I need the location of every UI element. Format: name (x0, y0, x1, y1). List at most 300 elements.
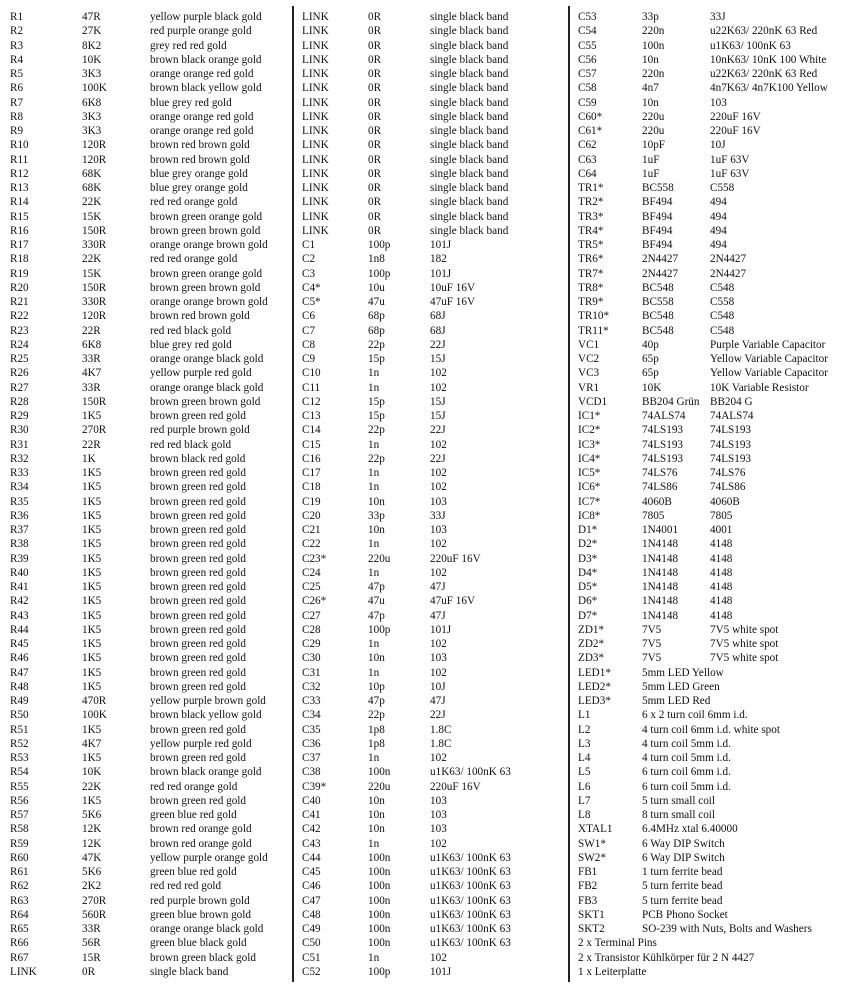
part-val: 4 turn coil 5mm i.d. (642, 737, 731, 750)
part-val: 15p (368, 353, 385, 365)
part-desc: orange orange brown gold (150, 239, 268, 251)
part-desc: brown red brown gold (150, 139, 250, 152)
part-ref: C64 (578, 167, 597, 180)
part-ref: R58 (10, 823, 29, 836)
part-desc: brown green brown gold (150, 395, 261, 408)
part-ref: C8 (302, 338, 316, 351)
part-val: 1K5 (82, 680, 102, 693)
part-desc: 102 (430, 467, 447, 479)
part-val: 10K (642, 381, 662, 394)
part-row (572, 594, 861, 608)
part-val: 1K5 (82, 467, 102, 479)
part-desc: 10nK63/ 10nK 100 White (710, 53, 827, 66)
part-desc: brown green red gold (150, 666, 246, 679)
part-val: 8 turn small coil (642, 809, 716, 821)
part-ref: IC3* (578, 438, 601, 451)
part-val: 10n (368, 794, 385, 807)
part-ref: L1 (578, 709, 591, 722)
part-desc: Purple Variable Capacitor (710, 338, 826, 351)
part-val: 0R (368, 182, 382, 194)
part-desc: 15J (430, 353, 446, 365)
part-desc: orange orange red gold (150, 68, 254, 80)
part-ref: R24 (10, 338, 29, 351)
part-row (0, 267, 290, 281)
part-desc: 7V5 white spot (710, 652, 779, 665)
part-row (0, 737, 290, 751)
part-row (0, 381, 290, 395)
part-desc: 47J (430, 609, 446, 622)
part-ref: C28 (302, 623, 321, 636)
part-row (572, 309, 861, 323)
part-val: 10n (642, 96, 659, 109)
part-row (296, 438, 566, 452)
part-ref: R39 (10, 552, 29, 565)
part-row (572, 552, 861, 566)
part-val: 10p (368, 680, 385, 693)
part-ref: C23* (302, 552, 327, 565)
part-desc: u22K63/ 220nK 63 Red (710, 25, 818, 38)
part-ref: C12 (302, 395, 321, 408)
part-ref: R49 (10, 695, 29, 707)
part-row (296, 181, 566, 195)
part-ref: C44 (302, 851, 321, 864)
part-row (572, 352, 861, 366)
part-ref: C39* (302, 780, 327, 793)
part-ref: R15 (10, 210, 29, 223)
part-row (296, 822, 566, 836)
part-ref: R37 (10, 524, 29, 536)
part-val: 1K5 (82, 481, 102, 494)
part-row (0, 39, 290, 53)
part-val: 47R (82, 11, 101, 23)
part-desc: 102 (430, 381, 447, 394)
part-val: 15R (82, 951, 101, 964)
part-val: 1n (368, 752, 380, 764)
part-desc: Yellow Variable Capacitor (710, 353, 828, 365)
part-row (296, 566, 566, 580)
part-row (296, 24, 566, 38)
part-ref: TR9* (578, 296, 604, 308)
part-row (296, 808, 566, 822)
part-val: 220u (642, 110, 665, 123)
part-desc: 103 (430, 652, 447, 665)
part-ref: R6 (10, 82, 24, 95)
part-row (0, 566, 290, 580)
part-val: 0R (82, 965, 96, 978)
part-row (0, 409, 290, 423)
part-desc: brown green red gold (150, 566, 246, 579)
part-ref: LINK (302, 11, 329, 23)
part-row (296, 894, 566, 908)
part-ref: C59 (578, 96, 597, 109)
part-ref: R60 (10, 851, 29, 864)
part-val: 3K3 (82, 68, 102, 80)
part-val: 5K6 (82, 809, 102, 821)
part-val: 15p (368, 395, 385, 408)
part-ref: C15 (302, 438, 321, 451)
part-desc: brown black orange gold (150, 766, 262, 779)
part-val: 47p (368, 581, 385, 593)
part-row (296, 480, 566, 494)
part-row (572, 381, 861, 395)
part-row (0, 181, 290, 195)
part-desc: brown green red gold (150, 752, 246, 764)
part-row (296, 138, 566, 152)
part-desc: 4148 (710, 566, 733, 579)
part-row (572, 765, 861, 779)
part-desc: brown green red gold (150, 552, 246, 565)
part-row (572, 10, 861, 24)
part-ref: R16 (10, 224, 29, 237)
part-row (572, 894, 861, 908)
part-desc: 4148 (710, 552, 733, 565)
part-desc: 2N4427 (710, 267, 747, 280)
part-ref: R62 (10, 880, 29, 893)
part-val: 2K2 (82, 880, 102, 893)
part-val: 100n (642, 39, 665, 52)
part-desc: 7V5 white spot (710, 623, 779, 636)
part-ref: R4 (10, 53, 24, 66)
part-val: BF494 (642, 239, 673, 251)
part-row (0, 594, 290, 608)
part-row (572, 195, 861, 209)
part-desc: 4001 (710, 524, 733, 536)
part-row (572, 153, 861, 167)
part-desc: green blue brown gold (150, 908, 251, 921)
part-row (572, 210, 861, 224)
part-desc: 4060B (710, 495, 740, 508)
part-val: 47p (368, 609, 385, 622)
part-row (0, 552, 290, 566)
part-row (296, 10, 566, 24)
part-ref: C50 (302, 937, 321, 950)
part-row (296, 623, 566, 637)
part-desc: brown black yellow gold (150, 82, 262, 95)
part-val: 10n (368, 652, 385, 665)
part-row (296, 366, 566, 380)
part-row (296, 39, 566, 53)
part-row (0, 922, 290, 936)
part-desc: u1K63/ 100nK 63 (430, 766, 511, 779)
part-ref: C18 (302, 481, 321, 494)
part-desc: 1uF 63V (710, 153, 750, 166)
part-desc: single black band (430, 139, 509, 152)
part-desc: 4148 (710, 581, 733, 593)
part-val: 270R (82, 894, 107, 907)
part-row (296, 466, 566, 480)
part-row (0, 295, 290, 309)
part-val: 10n (368, 524, 385, 536)
part-desc: 494 (710, 239, 727, 251)
part-row (0, 723, 290, 737)
part-desc: 4148 (710, 609, 733, 622)
part-desc: u1K63/ 100nK 63 (430, 866, 511, 878)
part-desc: u1K63/ 100nK 63 (430, 851, 511, 864)
part-row (0, 537, 290, 551)
part-ref: LINK (302, 82, 329, 95)
part-desc: brown green red gold (150, 581, 246, 593)
part-row (0, 851, 290, 865)
part-ref: R46 (10, 652, 29, 665)
part-ref: LINK (302, 125, 329, 137)
part-desc: 102 (430, 638, 447, 650)
part-val: BC558 (642, 182, 674, 194)
part-val: 560R (82, 908, 107, 921)
part-desc: 102 (430, 538, 447, 551)
part-row (0, 338, 290, 352)
part-row (296, 495, 566, 509)
part-desc: yellow purple red gold (150, 367, 252, 380)
part-desc: single black band (430, 53, 509, 66)
part-desc: 7V5 white spot (710, 638, 779, 650)
part-val: 4060B (642, 495, 672, 508)
part-ref: R27 (10, 381, 29, 394)
part-row (572, 751, 861, 765)
part-row (0, 281, 290, 295)
part-val: 1n (368, 638, 380, 650)
part-ref: TR8* (578, 281, 604, 294)
part-val: 1K5 (82, 723, 102, 736)
part-desc: 22J (430, 452, 446, 465)
part-row (0, 324, 290, 338)
part-val: 100n (368, 908, 391, 921)
part-row (296, 837, 566, 851)
part-val: 150R (82, 281, 107, 294)
part-val: 100n (368, 880, 391, 893)
part-val: 10n (368, 823, 385, 836)
part-val: 1uF (642, 153, 660, 166)
part-val: 0R (368, 224, 382, 237)
part-row (572, 438, 861, 452)
part-val: 150R (82, 395, 107, 408)
part-row (296, 708, 566, 722)
part-val: 1K5 (82, 623, 102, 636)
part-row (0, 96, 290, 110)
part-val: 0R (368, 68, 382, 80)
part-desc: C558 (710, 182, 735, 194)
part-ref: LED1* (578, 666, 611, 679)
part-ref: C33 (302, 695, 321, 707)
part-val: 1K5 (82, 752, 102, 764)
part-row (0, 124, 290, 138)
part-ref: R1 (10, 11, 24, 23)
part-desc: 494 (710, 210, 727, 223)
part-ref: TR6* (578, 253, 604, 266)
part-ref: LINK (302, 167, 329, 180)
part-val: 6.4MHz xtal 6.40000 (642, 823, 738, 836)
part-row (0, 651, 290, 665)
part-val: 33R (82, 381, 101, 394)
part-val: 22p (368, 424, 385, 437)
part-val: 7805 (642, 509, 665, 522)
part-val: 1K5 (82, 794, 102, 807)
part-row (572, 723, 861, 737)
part-val: 1N4001 (642, 524, 679, 536)
part-row (572, 680, 861, 694)
parts-column-3 (572, 10, 861, 979)
part-desc: C548 (710, 281, 735, 294)
part-val: 0R (368, 39, 382, 52)
part-ref: C31 (302, 666, 321, 679)
part-ref: LINK (302, 25, 329, 38)
part-desc: 102 (430, 951, 447, 964)
part-desc: 47uF 16V (430, 595, 476, 608)
part-ref: LINK (302, 53, 329, 66)
part-val: 120R (82, 310, 107, 323)
part-ref: R20 (10, 281, 29, 294)
part-row (572, 879, 861, 893)
part-row (572, 936, 861, 950)
part-desc: brown black red gold (150, 452, 246, 465)
part-val: 7V5 (642, 638, 662, 650)
part-row (572, 965, 861, 979)
part-row (296, 210, 566, 224)
part-val: 1n (368, 438, 380, 451)
part-desc: 103 (430, 823, 447, 836)
part-row (296, 352, 566, 366)
part-ref: R33 (10, 467, 29, 479)
part-val: 27K (82, 25, 102, 38)
part-ref: C61* (578, 125, 603, 137)
part-desc: 74LS86 (710, 481, 746, 494)
part-row (0, 708, 290, 722)
part-desc: single black band (430, 167, 509, 180)
part-ref: C51 (302, 951, 321, 964)
part-row (296, 81, 566, 95)
part-ref: SW2* (578, 851, 606, 864)
part-row (0, 352, 290, 366)
part-row (572, 338, 861, 352)
parts-column-1 (0, 10, 290, 979)
part-desc: 102 (430, 752, 447, 764)
part-ref: R12 (10, 167, 29, 180)
part-desc: 74LS193 (710, 438, 752, 451)
part-row (296, 338, 566, 352)
part-row (296, 523, 566, 537)
part-row (296, 53, 566, 67)
part-ref: IC2* (578, 424, 601, 437)
part-ref: C25 (302, 581, 321, 593)
part-ref: L2 (578, 723, 591, 736)
part-ref: LINK (302, 96, 329, 109)
part-ref: D4* (578, 566, 598, 579)
part-ref: D7* (578, 609, 598, 622)
part-ref: C57 (578, 68, 597, 80)
part-val: 47p (368, 695, 385, 707)
part-val: 1K5 (82, 595, 102, 608)
part-desc: orange orange red gold (150, 110, 254, 123)
part-ref: R61 (10, 866, 29, 878)
part-val: 10K (82, 766, 102, 779)
part-ref: TR3* (578, 210, 604, 223)
part-val: 1n (368, 566, 380, 579)
part-row (572, 224, 861, 238)
part-val: 47K (82, 851, 102, 864)
part-ref: C24 (302, 566, 321, 579)
part-val: 1K5 (82, 524, 102, 536)
part-row (0, 765, 290, 779)
part-val: 0R (368, 196, 382, 209)
part-row (572, 238, 861, 252)
part-val: 0R (368, 96, 382, 109)
part-ref: C36 (302, 737, 321, 750)
part-row (572, 637, 861, 651)
part-val: 5K6 (82, 866, 102, 878)
part-val: 1p8 (368, 737, 385, 750)
part-row (296, 124, 566, 138)
part-ref: R50 (10, 709, 29, 722)
part-row (296, 594, 566, 608)
part-val: 1 turn ferrite bead (642, 866, 723, 878)
part-row (0, 965, 290, 979)
part-val: 100n (368, 766, 391, 779)
part-val: 1p8 (368, 723, 385, 736)
part-row (296, 295, 566, 309)
part-row (0, 694, 290, 708)
part-ref: ZD2* (578, 638, 605, 650)
part-desc: 182 (430, 253, 447, 266)
part-row (296, 252, 566, 266)
part-row (572, 167, 861, 181)
part-val: 270R (82, 424, 107, 437)
part-desc: brown black yellow gold (150, 709, 262, 722)
part-row (572, 81, 861, 95)
part-val: 0R (368, 125, 382, 137)
part-val: 10n (642, 53, 659, 66)
part-ref: C21 (302, 524, 321, 536)
part-row (296, 723, 566, 737)
column-divider-1 (292, 6, 294, 982)
part-desc: 101J (430, 965, 452, 978)
part-ref: LINK (302, 182, 329, 194)
part-desc: 74LS76 (710, 467, 746, 479)
part-row (572, 951, 861, 965)
part-ref: 1 x Leiterplatte (578, 965, 647, 978)
part-desc: yellow purple brown gold (150, 695, 266, 707)
part-val: 10pF (642, 139, 666, 152)
part-val: 220n (642, 68, 665, 80)
part-val: 100p (368, 623, 391, 636)
part-val: 0R (368, 11, 382, 23)
part-row (296, 552, 566, 566)
part-val: 6 turn coil 5mm i.d. (642, 780, 731, 793)
part-val: 1n (368, 538, 380, 551)
part-desc: Yellow Variable Capacitor (710, 367, 828, 380)
part-row (0, 167, 290, 181)
part-val: 220u (368, 780, 391, 793)
part-desc: 103 (710, 96, 727, 109)
part-ref: LINK (302, 39, 329, 52)
part-row (572, 666, 861, 680)
part-desc: brown green red gold (150, 509, 246, 522)
part-row (0, 81, 290, 95)
part-desc: 220uF 16V (710, 125, 761, 137)
part-ref: R25 (10, 353, 29, 365)
part-val: 4 turn coil 6mm i.d. white spot (642, 723, 780, 736)
part-val: 15K (82, 267, 102, 280)
part-row (296, 309, 566, 323)
part-desc: single black band (430, 153, 509, 166)
part-val: 68p (368, 324, 385, 337)
part-val: 12K (82, 837, 102, 850)
part-val: 100n (368, 937, 391, 950)
part-desc: brown green red gold (150, 538, 246, 551)
part-val: 22K (82, 253, 102, 266)
part-ref: C47 (302, 894, 321, 907)
part-ref: R29 (10, 410, 29, 422)
part-val: 1n (368, 381, 380, 394)
part-desc: orange orange black gold (150, 381, 264, 394)
